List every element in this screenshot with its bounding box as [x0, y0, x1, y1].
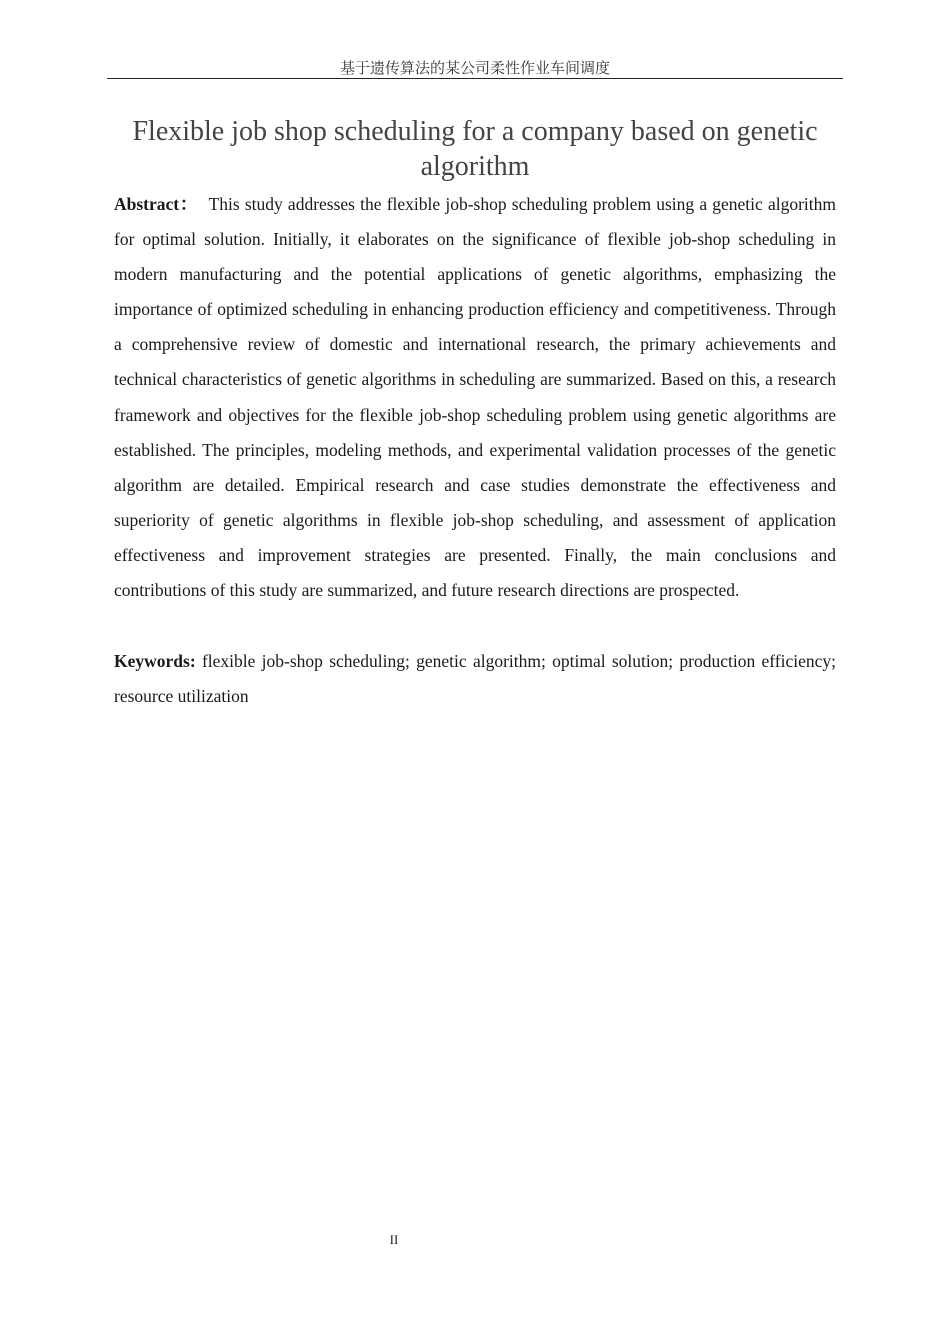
keywords-label: Keywords:: [114, 651, 196, 671]
header-rule: [107, 78, 843, 79]
abstract-text: This study addresses the flexible job-shop scheduling problem using a genetic algorithm for optimal solution. Initially, it elaborates on the significance of flexible job-shop scheduling in modern manufacturing and the potential applications of genetic algorithms, emphasizing the importance of optimized scheduling in enhancing production efficiency and competitiveness. Through a comprehensive review of domestic and international research, the primary achievements and technical characteristics of genetic algorithms in scheduling are summarized. Based on this, a research framework and objectives for the flexible job-shop scheduling problem using genetic algorithms are established. The principles, modeling methods, and experimental validation processes of the genetic algorithm are detailed. Empirical research and case studies demonstrate the effectiveness and superiority of genetic algorithms in flexible job-shop scheduling, and assessment of application effectiveness and improvement strategies are presented. Finally, the main conclusions and contributions of this study are summarized, and future research directions are prospected.: [114, 194, 837, 601]
running-header: 基于遗传算法的某公司柔性作业车间调度: [339, 59, 610, 77]
abstract-label: Abstract：: [114, 194, 199, 214]
keywords-text: flexible job-shop scheduling; genetic algorithm; optimal solution; production efficiency; resource utilization: [114, 651, 836, 707]
keywords-paragraph: [114, 644, 836, 714]
page-number: II: [389, 1232, 399, 1247]
abstract-paragraph: [114, 187, 836, 608]
paper-title: Flexible job shop scheduling for a company based on genetic algorithm: [132, 116, 818, 182]
